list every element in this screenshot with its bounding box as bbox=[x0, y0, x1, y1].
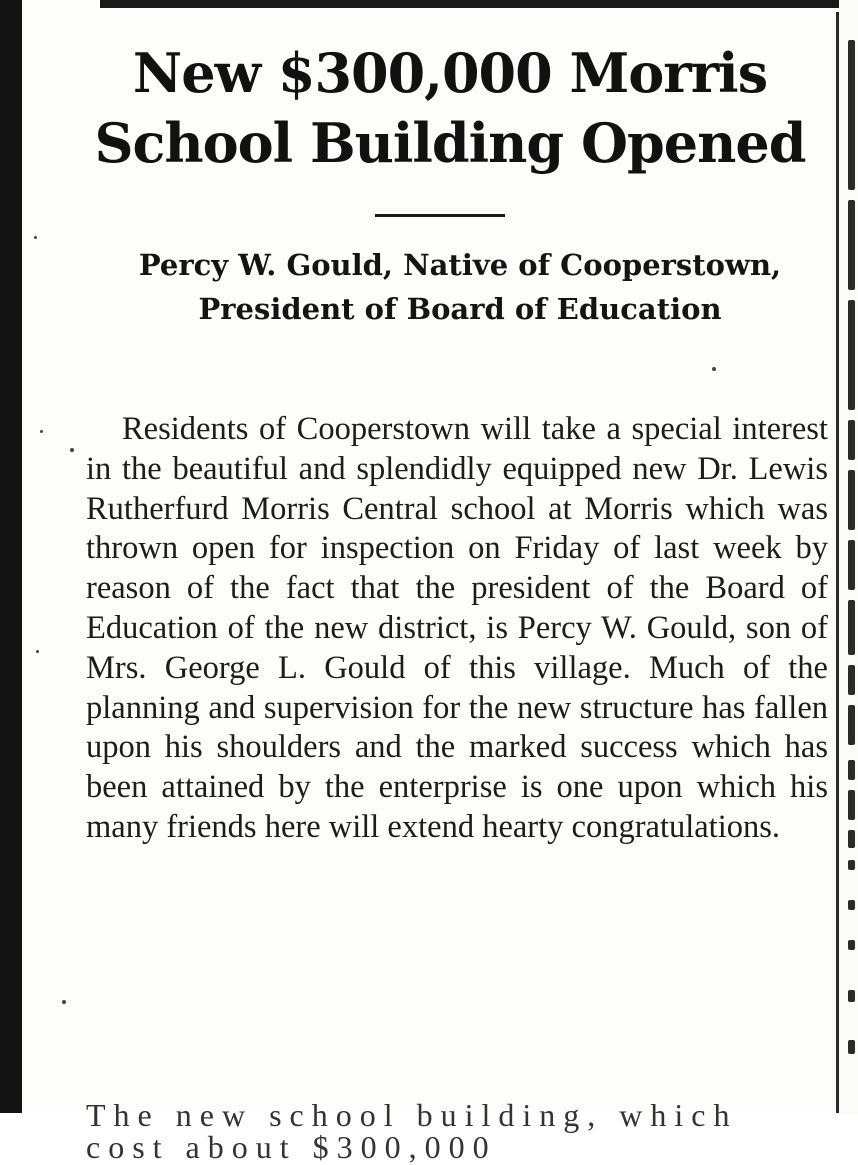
cut-off-text: The new school building, which cost about $300,000 bbox=[86, 1097, 738, 1165]
cut-off-line bbox=[86, 1096, 828, 1165]
top-rule bbox=[100, 0, 850, 8]
print-speck bbox=[34, 236, 37, 239]
article-body: Residents of Cooperstown will take a special interest in the beautiful and splendidly equipped new Dr. Lewis Rutherfurd Morris Central school at Morris which was thrown open for inspection on Friday of last week by reason of the fact that the president of the Board of Education of the new district, is Percy W. Gould, son of Mrs. George L. Gould of this village. Much of the planning and supervision for the new structure has fallen upon his shoulders and the marked success which has been attained by the enterprise is one upon which his many friends here will extend hearty congratulations. bbox=[86, 411, 828, 845]
print-speck bbox=[62, 1000, 66, 1004]
adjacent-column-marks bbox=[844, 0, 858, 1113]
print-speck bbox=[712, 367, 716, 371]
print-speck bbox=[36, 650, 39, 653]
print-speck bbox=[40, 430, 43, 433]
subheadline: Percy W. Gould, Native of Cooperstown, President of Board of Education bbox=[138, 248, 782, 326]
scan-border-left bbox=[0, 0, 22, 1113]
print-speck bbox=[70, 448, 74, 452]
headline-divider bbox=[375, 214, 505, 217]
headline: New $300,000 Morris School Building Opened bbox=[94, 41, 806, 175]
